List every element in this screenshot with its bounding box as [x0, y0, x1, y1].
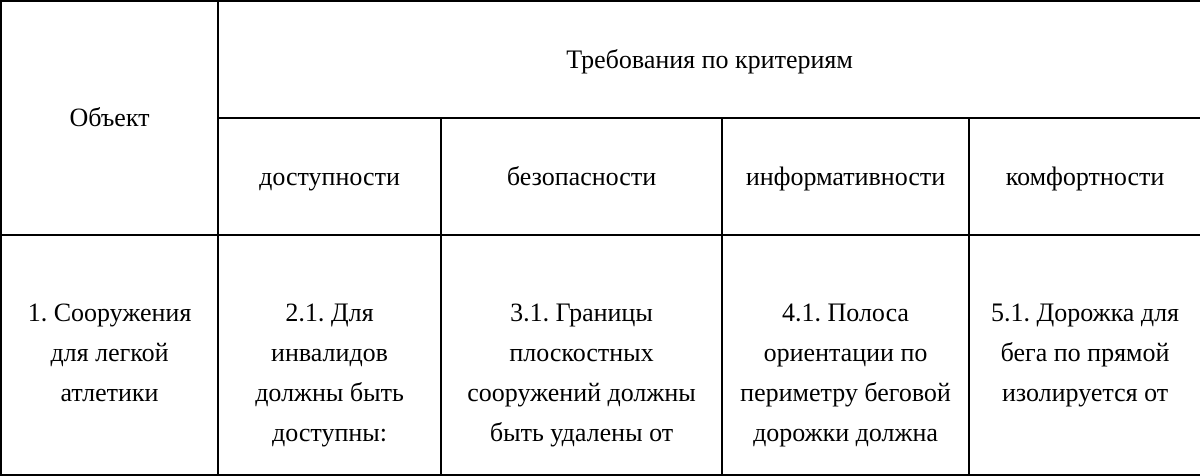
cell-line: 5.1. Дорожка для: [991, 298, 1180, 327]
object-line: 1. Сооружения: [27, 298, 192, 327]
object-line: для легкой: [50, 338, 169, 367]
informativeness-cell: [722, 235, 969, 475]
criteria-group-header: [218, 1, 1200, 118]
cell-line: плоскостных: [509, 338, 654, 367]
accessibility-cell: [218, 235, 441, 475]
criterion-informativeness-header: [722, 118, 969, 235]
criteria-group-label: Требования по критериям: [566, 44, 853, 74]
criterion-comfort-header: [969, 118, 1200, 235]
cell-line: периметру беговой: [740, 378, 951, 407]
cell-line: должны быть: [255, 378, 404, 407]
table-row: [1, 235, 1200, 475]
criterion-label: информативности: [745, 161, 946, 191]
cell-line: инвалидов: [271, 338, 388, 367]
cell-line: доступны:: [272, 418, 387, 447]
criterion-safety-header: [441, 118, 722, 235]
cell-line: 4.1. Полоса: [782, 298, 909, 327]
object-line: атлетики: [60, 378, 159, 407]
cell-line: быть удалены от: [489, 418, 674, 447]
criterion-label: безопасности: [506, 161, 657, 191]
object-cell: [1, 235, 218, 475]
cell-line: ориентации по: [763, 338, 928, 367]
cell-line: бега по прямой: [1000, 338, 1170, 367]
object-header: [1, 1, 218, 235]
cell-line: 2.1. Для: [285, 298, 374, 327]
cell-line: сооружений должны: [467, 378, 696, 407]
safety-cell: [441, 235, 722, 475]
criterion-label: комфортности: [1005, 161, 1165, 191]
header-row-1: [1, 1, 1200, 118]
criterion-accessibility-header: [218, 118, 441, 235]
criterion-label: доступности: [259, 161, 400, 191]
object-header-label: Объект: [69, 103, 150, 132]
comfort-cell: [969, 235, 1200, 475]
cell-line: дорожки должна: [753, 418, 938, 447]
cell-line: изолируется от: [1001, 378, 1169, 407]
cell-line: 3.1. Границы: [510, 298, 653, 327]
